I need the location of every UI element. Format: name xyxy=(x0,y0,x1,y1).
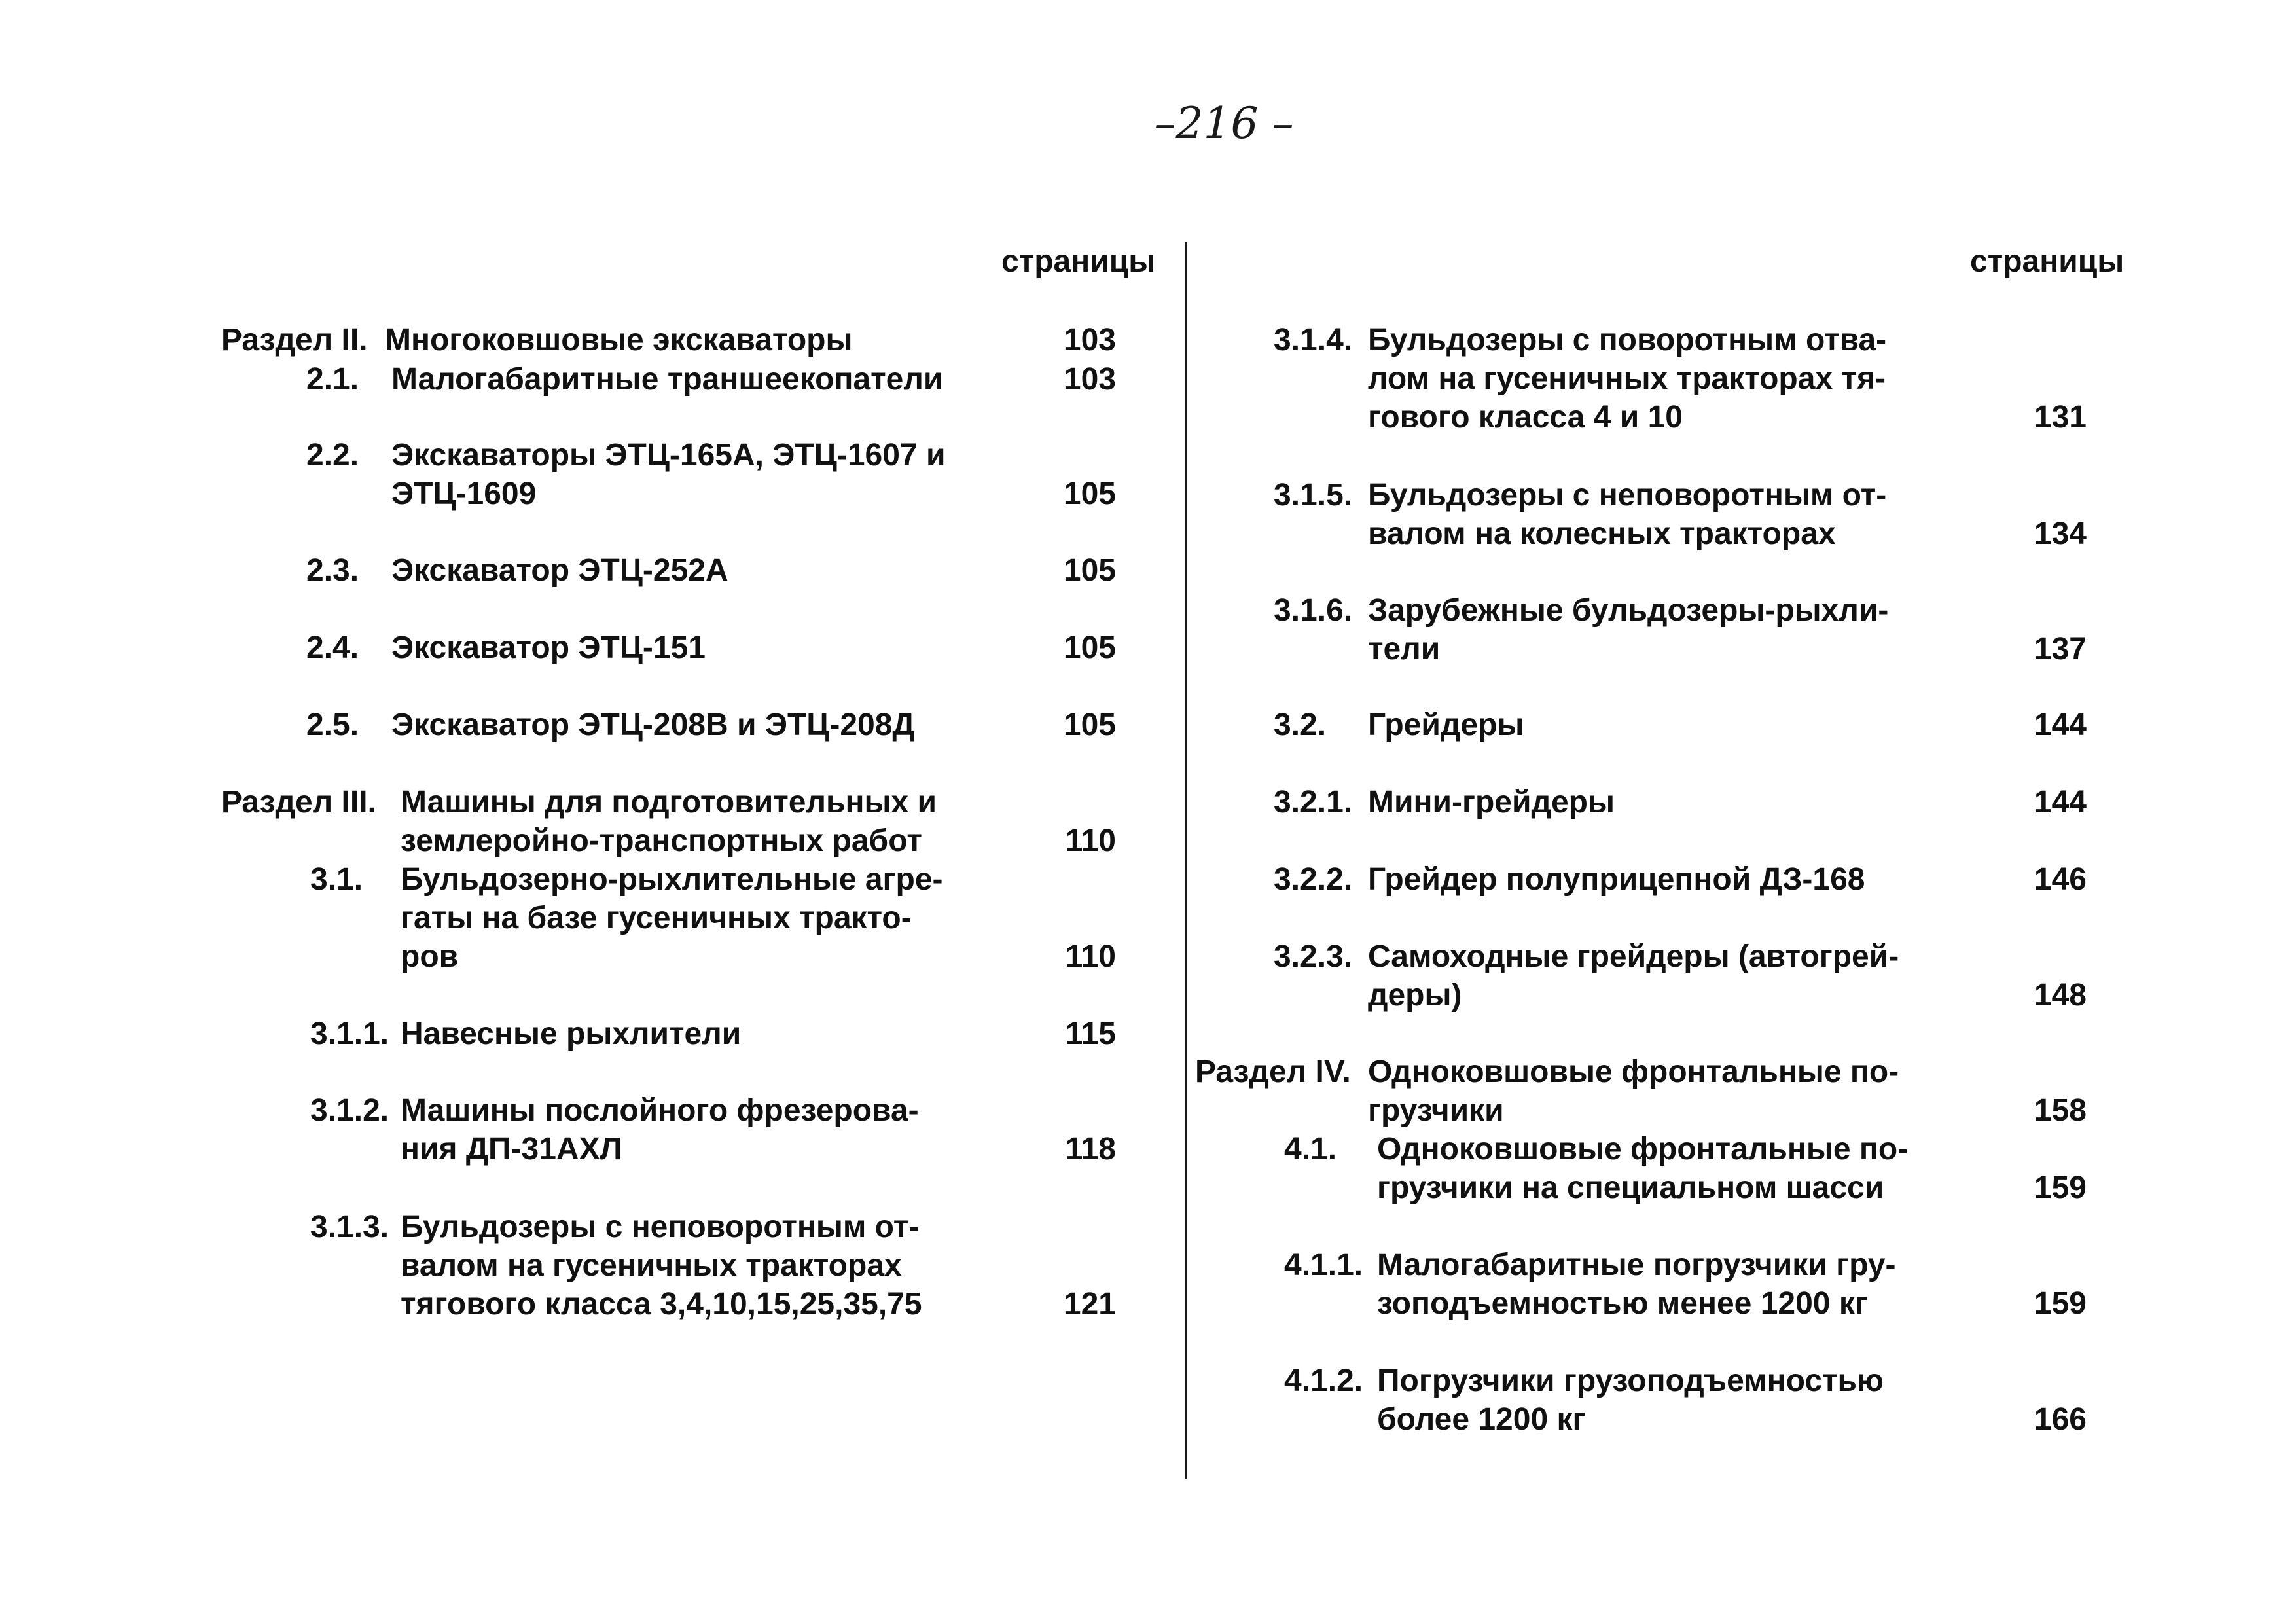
toc-entry-page: 148 xyxy=(2034,978,2087,1013)
toc-entry-title-line: Мини-грейдеры xyxy=(1368,785,1615,820)
toc-entry-page: 134 xyxy=(2034,516,2087,551)
toc-entry-title-line: Малогабаритные погрузчики гру- xyxy=(1377,1248,1896,1282)
toc-entry-page: 103 xyxy=(1063,323,1116,357)
toc-entry-page: 159 xyxy=(2034,1286,2087,1321)
toc-entry-title-line: Экскаватор ЭТЦ-208В и ЭТЦ-208Д xyxy=(391,708,915,742)
toc-entry-title xyxy=(1368,591,1888,668)
toc-entry-title xyxy=(1368,476,1886,553)
toc-entry-title-line: землеройно-транспортных работ xyxy=(401,823,922,858)
toc-entry-title-line: Экскаватор ЭТЦ-151 xyxy=(391,630,706,665)
toc-entry-title xyxy=(1377,1362,1884,1439)
toc-entry-title xyxy=(1368,321,1886,437)
toc-entry-number: Раздел IV. xyxy=(1195,1055,1351,1089)
toc-entry-title xyxy=(1377,1130,1908,1207)
left-column-header: страницы xyxy=(1001,244,1156,279)
toc-entry-title-line: Машины для подготовительных и xyxy=(401,785,937,820)
toc-entry xyxy=(0,591,2296,668)
toc-entry-page: 144 xyxy=(2034,785,2087,820)
toc-entry-page: 159 xyxy=(2034,1170,2087,1205)
toc-entry xyxy=(0,860,2296,899)
toc-entry-title-line: Малогабаритные траншеекопатели xyxy=(391,362,943,397)
toc-entry-title-line: тягового класса 3,4,10,15,25,35,75 xyxy=(401,1287,922,1322)
toc-entry xyxy=(0,1362,2296,1439)
toc-entry-number: 3.2.2. xyxy=(1274,862,1353,897)
toc-entry-number: 2.5. xyxy=(306,708,359,742)
toc-entry-page: 121 xyxy=(1063,1287,1116,1322)
toc-entry-page: 146 xyxy=(2034,862,2087,897)
toc-entry-title-line: тели xyxy=(1368,632,1441,666)
toc-entry-title-line: Экскаватор ЭТЦ-252А xyxy=(391,553,728,588)
toc-entry-number: 4.1.2. xyxy=(1284,1363,1363,1398)
toc-entry-page: 115 xyxy=(1065,1017,1116,1051)
toc-entry-title xyxy=(1368,937,1899,1015)
toc-entry-title-line: деры) xyxy=(1368,978,1462,1013)
toc-entry-title xyxy=(1368,1053,1899,1130)
toc-entry-page: 118 xyxy=(1065,1132,1116,1166)
toc-entry xyxy=(0,706,2296,744)
toc-entry-number: 3.1.6. xyxy=(1274,593,1353,628)
toc-entry-number: Раздел III. xyxy=(221,785,376,820)
toc-entry-page: 144 xyxy=(2034,708,2087,742)
toc-entry-title-line: лом на гусеничных тракторах тя- xyxy=(1368,361,1886,396)
toc-entry-page: 105 xyxy=(1063,630,1116,665)
toc-entry-title xyxy=(391,551,728,590)
toc-entry-title-line: Зарубежные бульдозеры-рыхли- xyxy=(1368,593,1889,628)
toc-entry-title-line: Многоковшовые экскаваторы xyxy=(385,323,853,357)
toc-entry xyxy=(0,1015,2296,1053)
toc-entry-number: 3.1.5. xyxy=(1274,478,1353,513)
toc-entry-title-line: Бульдозеры с неповоротным от- xyxy=(401,1210,920,1244)
toc-entry-title-line: Погрузчики грузоподъемностью xyxy=(1377,1363,1884,1398)
toc-entry-page: 110 xyxy=(1065,823,1116,858)
toc-entry-title-line: грузчики на специальном шасси xyxy=(1377,1170,1884,1205)
toc-entry-title xyxy=(1368,783,1615,821)
toc-entry-title-line: гового класса 4 и 10 xyxy=(1368,400,1683,435)
toc-entry-title xyxy=(401,1015,741,1053)
toc-entry-number: 3.1.3. xyxy=(310,1210,389,1244)
toc-entry xyxy=(0,321,2296,437)
toc-entry-page: 105 xyxy=(1063,477,1116,511)
toc-entry-title-line: валом на гусеничных тракторах xyxy=(401,1248,902,1283)
toc-entry-title-line: Навесные рыхлители xyxy=(401,1017,742,1051)
toc-entry-page: 103 xyxy=(1063,362,1116,397)
toc-entry-number: 3.2. xyxy=(1274,708,1327,742)
toc-entry-number: 4.1.1. xyxy=(1284,1248,1363,1282)
toc-entry-title-line: Бульдозеры с поворотным отва- xyxy=(1368,323,1887,357)
toc-entry-title-line: Грейдер полуприцепной ДЗ-168 xyxy=(1368,862,1865,897)
toc-entry-title-line: Грейдеры xyxy=(1368,708,1524,742)
toc-entry-number: 2.2. xyxy=(306,438,359,473)
toc-entry-page: 137 xyxy=(2034,632,2087,666)
toc-entry-number: Раздел II. xyxy=(221,323,368,357)
toc-entry-page: 105 xyxy=(1063,553,1116,588)
toc-entry-title-line: Бульдозерно-рыхлительные агре- xyxy=(401,862,943,897)
toc-entry xyxy=(0,1053,2296,1130)
toc-entry-title-line: ЭТЦ-1609 xyxy=(391,477,537,511)
toc-entry-number: 3.1.2. xyxy=(310,1093,389,1128)
toc-entry xyxy=(0,783,2296,821)
toc-entry-number: 3.2.3. xyxy=(1274,939,1353,974)
toc-entry-title-line: Одноковшовые фронтальные по- xyxy=(1368,1055,1899,1089)
toc-entry xyxy=(0,551,2296,590)
toc-entry-page: 110 xyxy=(1065,939,1116,974)
page-number: –216 – xyxy=(1154,98,1294,149)
toc-entry-number: 4.1. xyxy=(1284,1132,1337,1166)
toc-entry-title xyxy=(1368,860,1865,899)
toc-entry-page: 105 xyxy=(1063,708,1116,742)
toc-entry-title-line: зоподъемностью менее 1200 кг xyxy=(1377,1286,1868,1321)
toc-entry xyxy=(0,476,2296,553)
toc-entry-title xyxy=(1377,1246,1896,1323)
toc-entry-title-line: валом на колесных тракторах xyxy=(1368,516,1836,551)
toc-entry-title-line: Одноковшовые фронтальные по- xyxy=(1377,1132,1909,1166)
toc-entry-page: 158 xyxy=(2034,1093,2087,1128)
toc-entry-number: 2.4. xyxy=(306,630,359,665)
toc-entry-title-line: Машины послойного фрезерова- xyxy=(401,1093,919,1128)
toc-entry xyxy=(0,1130,2296,1207)
toc-entry-number: 3.1. xyxy=(310,862,363,897)
toc-entry-number: 2.3. xyxy=(306,553,359,588)
toc-entry-title-line: грузчики xyxy=(1368,1093,1504,1128)
toc-entry-title-line: гаты на базе гусеничных тракто- xyxy=(401,901,912,935)
toc-entry-title-line: более 1200 кг xyxy=(1377,1402,1586,1437)
toc-entry-number: 2.1. xyxy=(306,362,359,397)
toc-entry-title-line: Бульдозеры с неповоротным от- xyxy=(1368,478,1887,513)
toc-entry xyxy=(0,1246,2296,1323)
toc-entry-page: 131 xyxy=(2034,400,2087,435)
toc-entry-page: 166 xyxy=(2034,1402,2087,1437)
toc-entry xyxy=(0,937,2296,1015)
toc-entry-number: 3.1.1. xyxy=(310,1017,389,1051)
toc-entry-title xyxy=(1368,706,1524,744)
toc-entry-number: 3.1.4. xyxy=(1274,323,1353,357)
right-column-header: страницы xyxy=(1970,244,2125,279)
toc-entry-number: 3.2.1. xyxy=(1274,785,1353,820)
toc-entry-title-line: ния ДП-31АХЛ xyxy=(401,1132,622,1166)
toc-entry-title-line: Самоходные грейдеры (автогрей- xyxy=(1368,939,1899,974)
toc-entry-title-line: ров xyxy=(401,939,459,974)
toc-entry-title-line: Экскаваторы ЭТЦ-165А, ЭТЦ-1607 и xyxy=(391,438,946,473)
